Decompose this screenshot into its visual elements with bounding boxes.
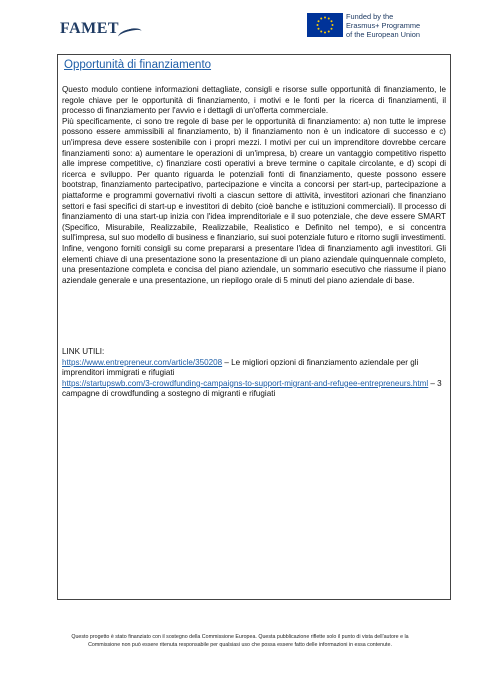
link-item xyxy=(62,379,446,400)
details-paragraph: Più specificamente, ci sono tre regole di base per le opportunità di finanziamento: a) non tutte le imprese possono essere ammissibili al finanziamento, b) il finanziamento non è un indicatore di successo e c) un'impresa deve essere sostenibile con i propri mezzi. I motivi per cui un imprenditore dovrebbe cercare finanziamenti sono: a) aumentare le operazioni di un'impresa, b) creare un vantaggio competitivo rispetto alle imprese competitive, c) finanziare costi operativi a breve termine o capitale circolante, e d) scopi di ricerca e sviluppo. Per quanto riguarda le potenziali fonti di finanziamento, queste possono essere bootstrap, finanziamento partecipativo, partecipazione e vincita a concorsi per start-up, partecipazione a piattaforme e programmi governativi rivolti a ciascun settore di attività, investitori azionari che finanziano settori e fasi specifici di start-up e investitori di debito (cioè banche e istituzioni commerciali). Il processo di finanziamento di una start-up inizia con l'idea imprenditoriale e il suo potenziale, che deve essere SMART (Specifico, Misurabile, Realizzabile, Realizzabile, Realistico e Definito nel tempo), e si concentra sull'impresa, sul suo modello di business e finanziario, sui suoi potenziale futuro e ritorno sugli investimenti. Infine, vengono forniti consigli su come prepararsi a presentare l'idea di finanziamento agli investitori. Gli elementi chiave di una presentazione sono la presentazione di un piano aziendale quinquennale completo, una presentazione completa e concisa del piano aziendale, un sommario esecutivo che riassume il piano aziendale generale e una presentazione, un riepilogo orale di 5 minuti del piano aziendale di base. xyxy=(62,116,446,285)
footer-disclaimer-line: Commissione non può essere ritenuta responsabile per qualsiasi uso che possa essere fatto delle informazioni in essa contenute. xyxy=(88,641,392,648)
eu-caption-line: Erasmus+ Programme xyxy=(346,21,421,30)
famet-logo xyxy=(60,16,120,42)
entrepreneur-link[interactable]: https://www.entrepreneur.com/article/350208 xyxy=(62,357,223,367)
link-description: – 3 campagne di crowdfunding a sostegno di migranti e rifugiati xyxy=(62,378,442,399)
links-heading: LINK UTILI: xyxy=(62,347,105,356)
page-title: Opportunità di finanziamento xyxy=(64,59,212,71)
body-text xyxy=(62,85,446,286)
eu-flag-icon xyxy=(307,13,343,37)
link-item xyxy=(62,358,446,379)
eu-caption-line: Funded by the xyxy=(346,12,394,21)
footer-disclaimer-line: Questo progetto è stato finanziato con il sostegno della Commissione Europea. Questa pubblicazione riflette solo il punto di vista dell'autore e la xyxy=(71,634,409,640)
intro-paragraph: Questo modulo contiene informazioni dettagliate, consigli e risorse sulle opportunità di finanziamento, le regole chiave per le opportunità di finanziamento, i motivi e le fonti per la ricerca di finanziamenti, il processo di finanziamento per l'avvio e i dettagli di un'offerta commerciale. xyxy=(62,85,446,116)
startupswb-link[interactable]: https://startupswb.com/3-crowdfunding-campaigns-to-support-migrant-and-refugee-entrepreneurs.html xyxy=(62,378,429,388)
page-header xyxy=(0,0,480,50)
eu-caption-line: of the European Union xyxy=(346,30,420,39)
link-description: – Le migliori opzioni di finanziamento aziendale per gli imprenditori immigrati e rifugiati xyxy=(62,357,419,378)
logo-swoosh-icon xyxy=(117,26,143,42)
page-footer xyxy=(50,634,430,650)
useful-links xyxy=(62,347,446,400)
eu-funding-caption xyxy=(346,12,420,39)
famet-logo-text: FAMET xyxy=(60,20,120,37)
